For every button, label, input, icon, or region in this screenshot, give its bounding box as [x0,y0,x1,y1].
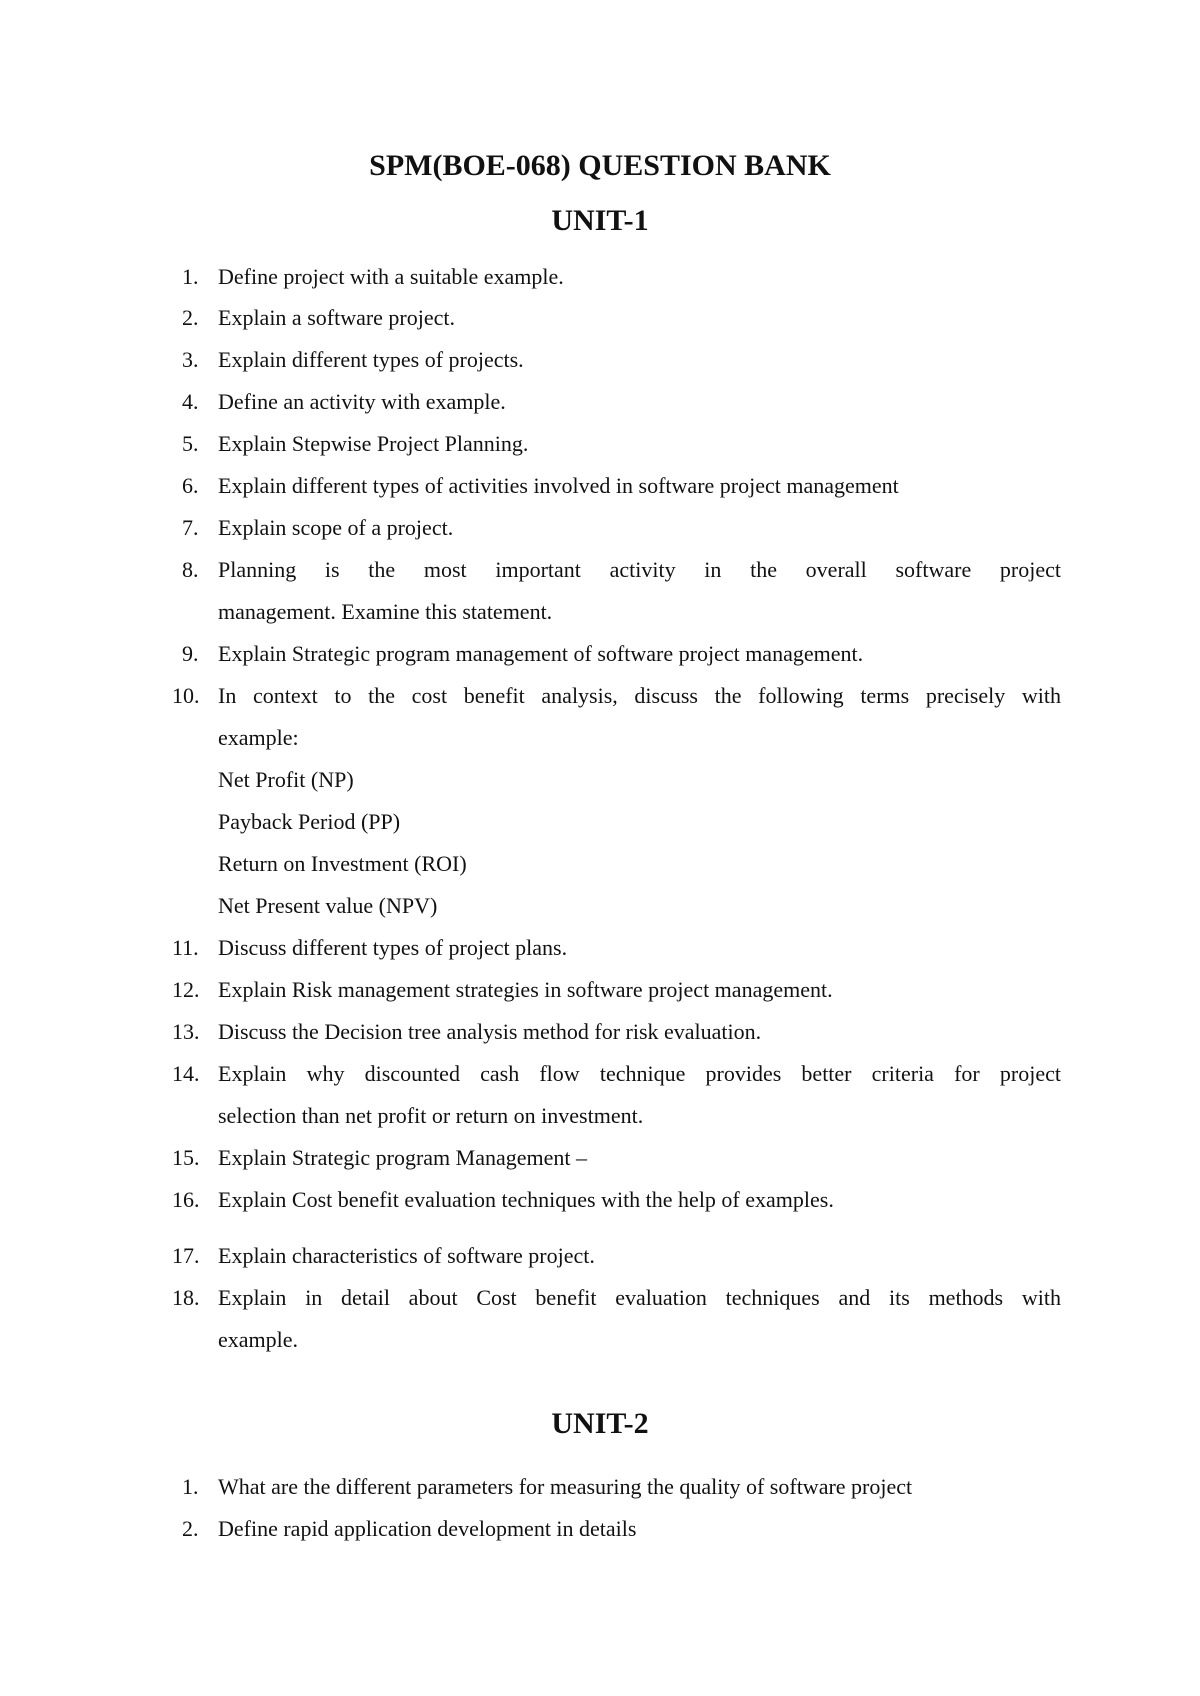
question-number: 1. [182,264,199,289]
question-text: Explain in detail about Cost benefit evaluation techniques and its methods with [218,1285,1061,1310]
question-number: 5. [182,431,199,456]
question-number: 15. [172,1145,200,1170]
question-text-continued: example: [218,725,299,750]
question-text: Explain why discounted cash flow technique provides better criteria for project [218,1061,1061,1086]
question-text: Explain Strategic program management of software project management. [218,641,864,666]
question-text: In context to the cost benefit analysis, discuss the following terms precisely with [218,683,1061,708]
unit-2-heading: UNIT-2 [551,1407,649,1440]
question-text: Define project with a suitable example. [218,264,564,289]
question-text: Planning is the most important activity in the overall software project [218,557,1061,582]
question-number: 11. [172,935,199,960]
question-text: Explain Risk management strategies in software project management. [218,977,833,1002]
question-text: Explain Stepwise Project Planning. [218,431,529,456]
question-number: 13. [172,1019,200,1044]
question-number: 7. [182,515,199,540]
unit-1-heading: UNIT-1 [551,204,649,237]
question-number: 9. [182,641,199,666]
question-text-continued: management. Examine this statement. [218,599,553,624]
document-title: SPM(BOE-068) QUESTION BANK [369,149,831,182]
question-text: Discuss the Decision tree analysis method for risk evaluation. [218,1019,762,1044]
question-text-continued: example. [218,1327,299,1352]
question-number: 6. [182,473,199,498]
question-number: 4. [182,389,199,414]
question-text: Discuss different types of project plans. [218,935,568,960]
question-number: 14. [172,1061,200,1086]
question-number: 2. [182,305,199,330]
question-text: What are the different parameters for measuring the quality of software project [218,1474,913,1499]
question-text: Explain different types of projects. [218,347,524,372]
question-number: 10. [172,683,200,708]
question-number: 3. [182,347,199,372]
question-text: Explain scope of a project. [218,515,454,540]
question-number: 16. [172,1187,200,1212]
question-text: Explain Strategic program Management – [218,1145,587,1170]
question-text: Define rapid application development in details [218,1516,637,1541]
question-number: 1. [182,1474,199,1499]
question-text: Define an activity with example. [218,389,506,414]
term-return-on-investment: Return on Investment (ROI) [218,851,467,876]
question-text: Explain characteristics of software project. [218,1243,595,1268]
question-text: Explain different types of activities involved in software project management [218,473,899,498]
question-number: 12. [172,977,200,1002]
question-text: Explain Cost benefit evaluation techniques with the help of examples. [218,1187,834,1212]
question-number: 17. [172,1243,200,1268]
term-net-profit: Net Profit (NP) [218,767,354,792]
question-number: 8. [182,557,199,582]
question-number: 18. [172,1285,200,1310]
term-net-present-value: Net Present value (NPV) [218,893,438,918]
question-text-continued: selection than net profit or return on investment. [218,1103,644,1128]
question-text: Explain a software project. [218,305,456,330]
term-payback-period: Payback Period (PP) [218,809,401,834]
question-number: 2. [182,1516,199,1541]
